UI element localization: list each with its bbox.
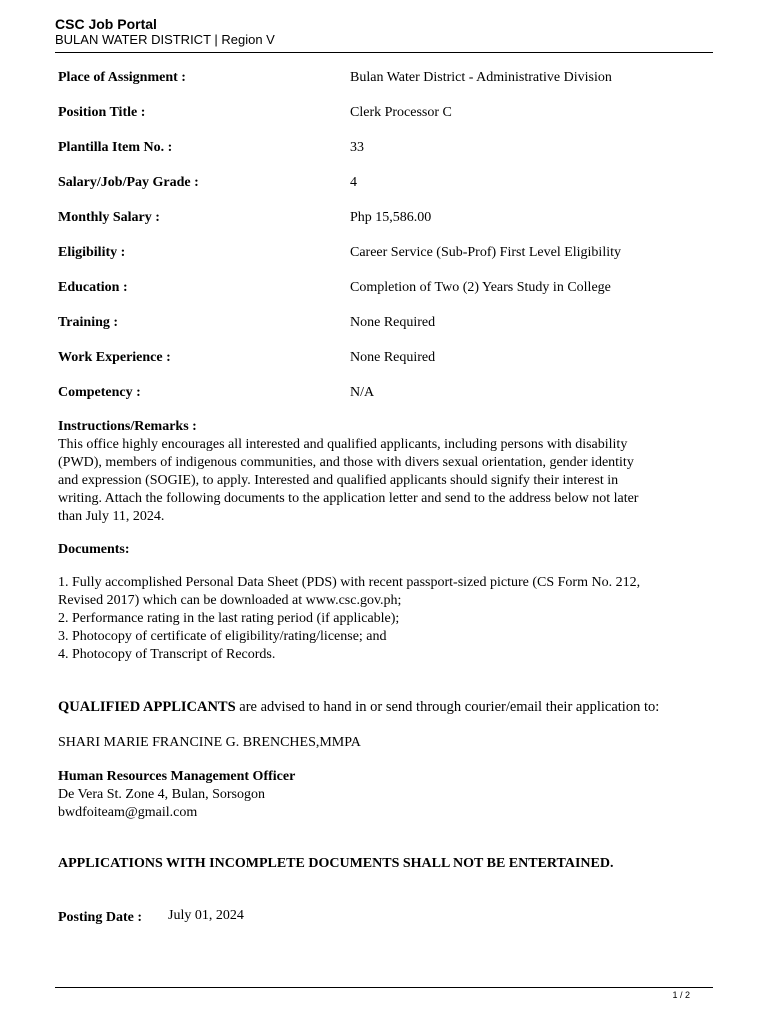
documents-heading-block bbox=[58, 541, 708, 559]
instructions-section bbox=[58, 418, 708, 526]
documents-line: 3. Photocopy of certificate of eligibility/rating/license; and bbox=[58, 629, 387, 644]
detail-value: Career Service (Sub-Prof) First Level Eligibility bbox=[350, 245, 621, 260]
detail-label: Training : bbox=[58, 315, 119, 330]
district-subtitle: BULAN WATER DISTRICT | Region V bbox=[55, 32, 275, 47]
detail-value: N/A bbox=[350, 385, 375, 400]
footer-divider bbox=[55, 987, 713, 988]
qualified-applicants-bold: QUALIFIED APPLICANTS bbox=[58, 699, 236, 715]
documents-heading: Documents: bbox=[58, 542, 130, 557]
documents-line: 1. Fully accomplished Personal Data Sheet (PDS) with recent passport-sized picture (CS Form No. 212, bbox=[58, 575, 641, 590]
qualified-applicants-note bbox=[58, 698, 708, 716]
detail-label: Salary/Job/Pay Grade : bbox=[58, 175, 199, 190]
instructions-line: (PWD), members of indigenous communities, and those with divers sexual orientation, gender identity bbox=[58, 455, 634, 470]
contact-address: De Vera St. Zone 4, Bulan, Sorsogon bbox=[58, 787, 265, 802]
detail-label: Eligibility : bbox=[58, 245, 126, 260]
documents-line: Revised 2017) which can be downloaded at www.csc.gov.ph; bbox=[58, 593, 402, 608]
page-number: 1 / 2 bbox=[672, 990, 690, 1000]
contact-email: bwdfoiteam@gmail.com bbox=[58, 805, 198, 820]
detail-label: Plantilla Item No. : bbox=[58, 140, 173, 155]
contact-title: Human Resources Management Officer bbox=[58, 769, 296, 784]
instructions-heading: Instructions/Remarks : bbox=[58, 419, 197, 434]
page-header bbox=[55, 16, 713, 48]
header-divider bbox=[55, 52, 713, 53]
posting-date-label: Posting Date : bbox=[58, 910, 142, 925]
instructions-line: and expression (SOGIE), to apply. Interested and qualified applicants should signify their interest in bbox=[58, 473, 619, 488]
documents-line: 4. Photocopy of Transcript of Records. bbox=[58, 647, 276, 662]
instructions-line: than July 11, 2024. bbox=[58, 509, 165, 524]
detail-value: Bulan Water District - Administrative Division bbox=[350, 70, 612, 85]
detail-label: Education : bbox=[58, 280, 128, 295]
detail-value: Clerk Processor C bbox=[350, 105, 452, 120]
detail-label: Monthly Salary : bbox=[58, 210, 160, 225]
detail-label: Work Experience : bbox=[58, 350, 171, 365]
detail-value: Php 15,586.00 bbox=[350, 210, 432, 225]
detail-value: None Required bbox=[350, 350, 436, 365]
contact-name: SHARI MARIE FRANCINE G. BRENCHES,MMPA bbox=[58, 735, 361, 750]
documents-list bbox=[58, 574, 708, 664]
detail-value: 4 bbox=[350, 175, 357, 190]
qualified-applicants-rest: are advised to hand in or send through courier/email their application to: bbox=[235, 699, 660, 715]
detail-value: Completion of Two (2) Years Study in College bbox=[350, 280, 611, 295]
incomplete-documents-warning: APPLICATIONS WITH INCOMPLETE DOCUMENTS SHALL NOT BE ENTERTAINED. bbox=[58, 856, 614, 871]
detail-label: Place of Assignment : bbox=[58, 70, 186, 85]
documents-line: 2. Performance rating in the last rating period (if applicable); bbox=[58, 611, 400, 626]
detail-value: 33 bbox=[350, 140, 364, 155]
detail-label: Position Title : bbox=[58, 105, 146, 120]
contact-details bbox=[58, 768, 708, 822]
portal-title: CSC Job Portal bbox=[55, 16, 157, 32]
posting-date-value: July 01, 2024 bbox=[168, 908, 244, 923]
instructions-line: writing. Attach the following documents to the application letter and send to the address below not later bbox=[58, 491, 639, 506]
detail-value: None Required bbox=[350, 315, 436, 330]
instructions-line: This office highly encourages all interested and qualified applicants, including persons with disability bbox=[58, 437, 628, 452]
detail-label: Competency : bbox=[58, 385, 141, 400]
